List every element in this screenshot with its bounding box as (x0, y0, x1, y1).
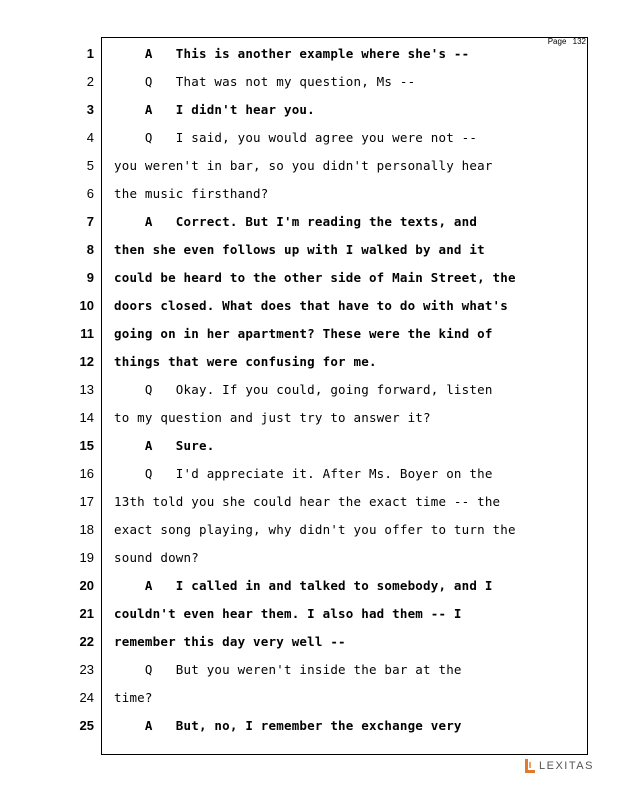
question-line: Q But you weren't inside the bar at the (114, 662, 462, 677)
lexitas-logo (524, 757, 594, 775)
line-number: 21 (79, 606, 94, 621)
line-number: 24 (79, 690, 94, 705)
question-line: Q I said, you would agree you were not -- (114, 130, 478, 145)
question-line: you weren't in bar, so you didn't personally hear (114, 158, 493, 173)
line-number: 11 (80, 326, 94, 341)
question-line: to my question and just try to answer it? (114, 410, 431, 425)
line-number: 4 (86, 130, 94, 145)
line-number: 14 (79, 410, 94, 425)
answer-line: remember this day very well -- (114, 634, 346, 649)
question-line: 13th told you she could hear the exact time -- the (114, 494, 501, 509)
question-line: Q That was not my question, Ms -- (114, 74, 416, 89)
line-number: 13 (79, 382, 94, 397)
line-number-column (60, 40, 94, 740)
line-number: 19 (79, 550, 94, 565)
line-number: 2 (86, 74, 94, 89)
line-number: 25 (79, 718, 94, 733)
line-number: 7 (86, 214, 94, 229)
answer-line: could be heard to the other side of Main Street, the (114, 270, 516, 285)
question-line: Q I'd appreciate it. After Ms. Boyer on the (114, 466, 493, 481)
line-number: 15 (79, 438, 94, 453)
line-number: 23 (79, 662, 94, 677)
line-number: 20 (79, 578, 94, 593)
answer-line: doors closed. What does that have to do with what's (114, 298, 509, 313)
question-line: Q Okay. If you could, going forward, listen (114, 382, 493, 397)
answer-line: A I called in and talked to somebody, and I (114, 578, 493, 593)
answer-line: going on in her apartment? These were the kind of (114, 326, 493, 341)
lexitas-logo-text: LEXITAS (539, 760, 594, 772)
question-line: sound down? (114, 550, 199, 565)
answer-line: A This is another example where she's -- (114, 46, 470, 61)
answer-line: A I didn't hear you. (114, 102, 315, 117)
question-line: time? (114, 690, 153, 705)
line-number: 18 (79, 522, 94, 537)
answer-line: A Correct. But I'm reading the texts, and (114, 214, 478, 229)
line-number: 16 (79, 466, 94, 481)
line-number: 10 (79, 298, 94, 313)
answer-line: then she even follows up with I walked by and it (114, 242, 485, 257)
page-label: Page (547, 37, 567, 46)
transcript-lines (114, 40, 564, 740)
answer-line: things that were confusing for me. (114, 354, 377, 369)
line-number: 22 (79, 634, 94, 649)
question-line: exact song playing, why didn't you offer to turn the (114, 522, 516, 537)
question-line: the music firsthand? (114, 186, 269, 201)
line-number: 17 (79, 494, 94, 509)
line-number: 3 (86, 102, 94, 117)
answer-line: A Sure. (114, 438, 215, 453)
line-number: 12 (79, 354, 94, 369)
lexitas-logo-mark-icon (524, 758, 536, 774)
line-number: 5 (86, 158, 94, 173)
page-number: 132 (572, 37, 586, 46)
answer-line: couldn't even hear them. I also had them -- I (114, 606, 462, 621)
answer-line: A But, no, I remember the exchange very (114, 718, 462, 733)
line-number: 6 (86, 186, 94, 201)
line-number: 8 (86, 242, 94, 257)
line-number: 9 (86, 270, 94, 285)
line-number: 1 (86, 46, 94, 61)
